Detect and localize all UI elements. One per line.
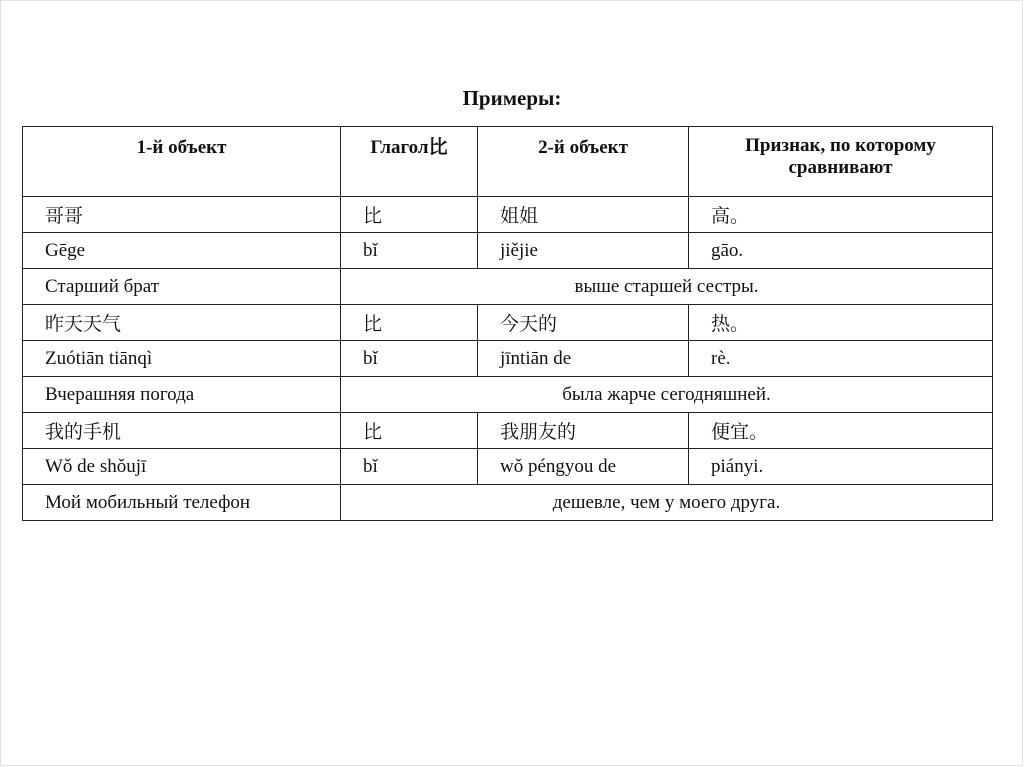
header-first-object: 1-й объект (23, 127, 341, 197)
chars-second-object: 我朋友的 (478, 413, 689, 449)
chars-verb: 比 (341, 305, 478, 341)
translation-subject: Старший брат (23, 269, 341, 305)
translation-row (23, 377, 993, 413)
slide-title: Примеры: (462, 86, 562, 110)
header-second-object: 2-й объект (478, 127, 689, 197)
translation-predicate: была жарче сегодняшней. (341, 377, 993, 413)
chars-first-object: 昨天天气 (23, 305, 341, 341)
chars-row (23, 305, 993, 341)
pinyin-second-object: jiějie (478, 233, 689, 269)
chars-second-object: 姐姐 (478, 197, 689, 233)
translation-subject: Вчерашняя погода (23, 377, 341, 413)
chars-verb: 比 (341, 413, 478, 449)
header-verb: Глагол比 (341, 127, 478, 197)
pinyin-feature: rè. (689, 341, 993, 377)
pinyin-row (23, 233, 993, 269)
chars-first-object: 哥哥 (23, 197, 341, 233)
translation-row (23, 269, 993, 305)
pinyin-verb: bǐ (341, 233, 478, 269)
translation-subject: Мой мобильный телефон (23, 485, 341, 521)
pinyin-feature: piányi. (689, 449, 993, 485)
pinyin-first-object: Zuótiān tiānqì (23, 341, 341, 377)
pinyin-first-object: Wǒ de shǒujī (23, 449, 341, 485)
chars-feature: 热。 (689, 305, 993, 341)
pinyin-feature: gāo. (689, 233, 993, 269)
pinyin-verb: bǐ (341, 341, 478, 377)
translation-row (23, 485, 993, 521)
chars-row (23, 413, 993, 449)
translation-predicate: дешевле, чем у моего друга. (341, 485, 993, 521)
pinyin-first-object: Gēge (23, 233, 341, 269)
chars-row (23, 197, 993, 233)
pinyin-row (23, 341, 993, 377)
examples-table (22, 126, 993, 521)
pinyin-verb: bǐ (341, 449, 478, 485)
pinyin-second-object: jīntiān de (478, 341, 689, 377)
chars-feature: 高。 (689, 197, 993, 233)
chars-verb: 比 (341, 197, 478, 233)
pinyin-second-object: wǒ péngyou de (478, 449, 689, 485)
pinyin-row (23, 449, 993, 485)
chars-second-object: 今天的 (478, 305, 689, 341)
chars-feature: 便宜。 (689, 413, 993, 449)
chars-first-object: 我的手机 (23, 413, 341, 449)
header-row (23, 127, 993, 197)
translation-predicate: выше старшей сестры. (341, 269, 993, 305)
header-comparison-feature: Признак, по которому сравнивают (689, 127, 993, 197)
